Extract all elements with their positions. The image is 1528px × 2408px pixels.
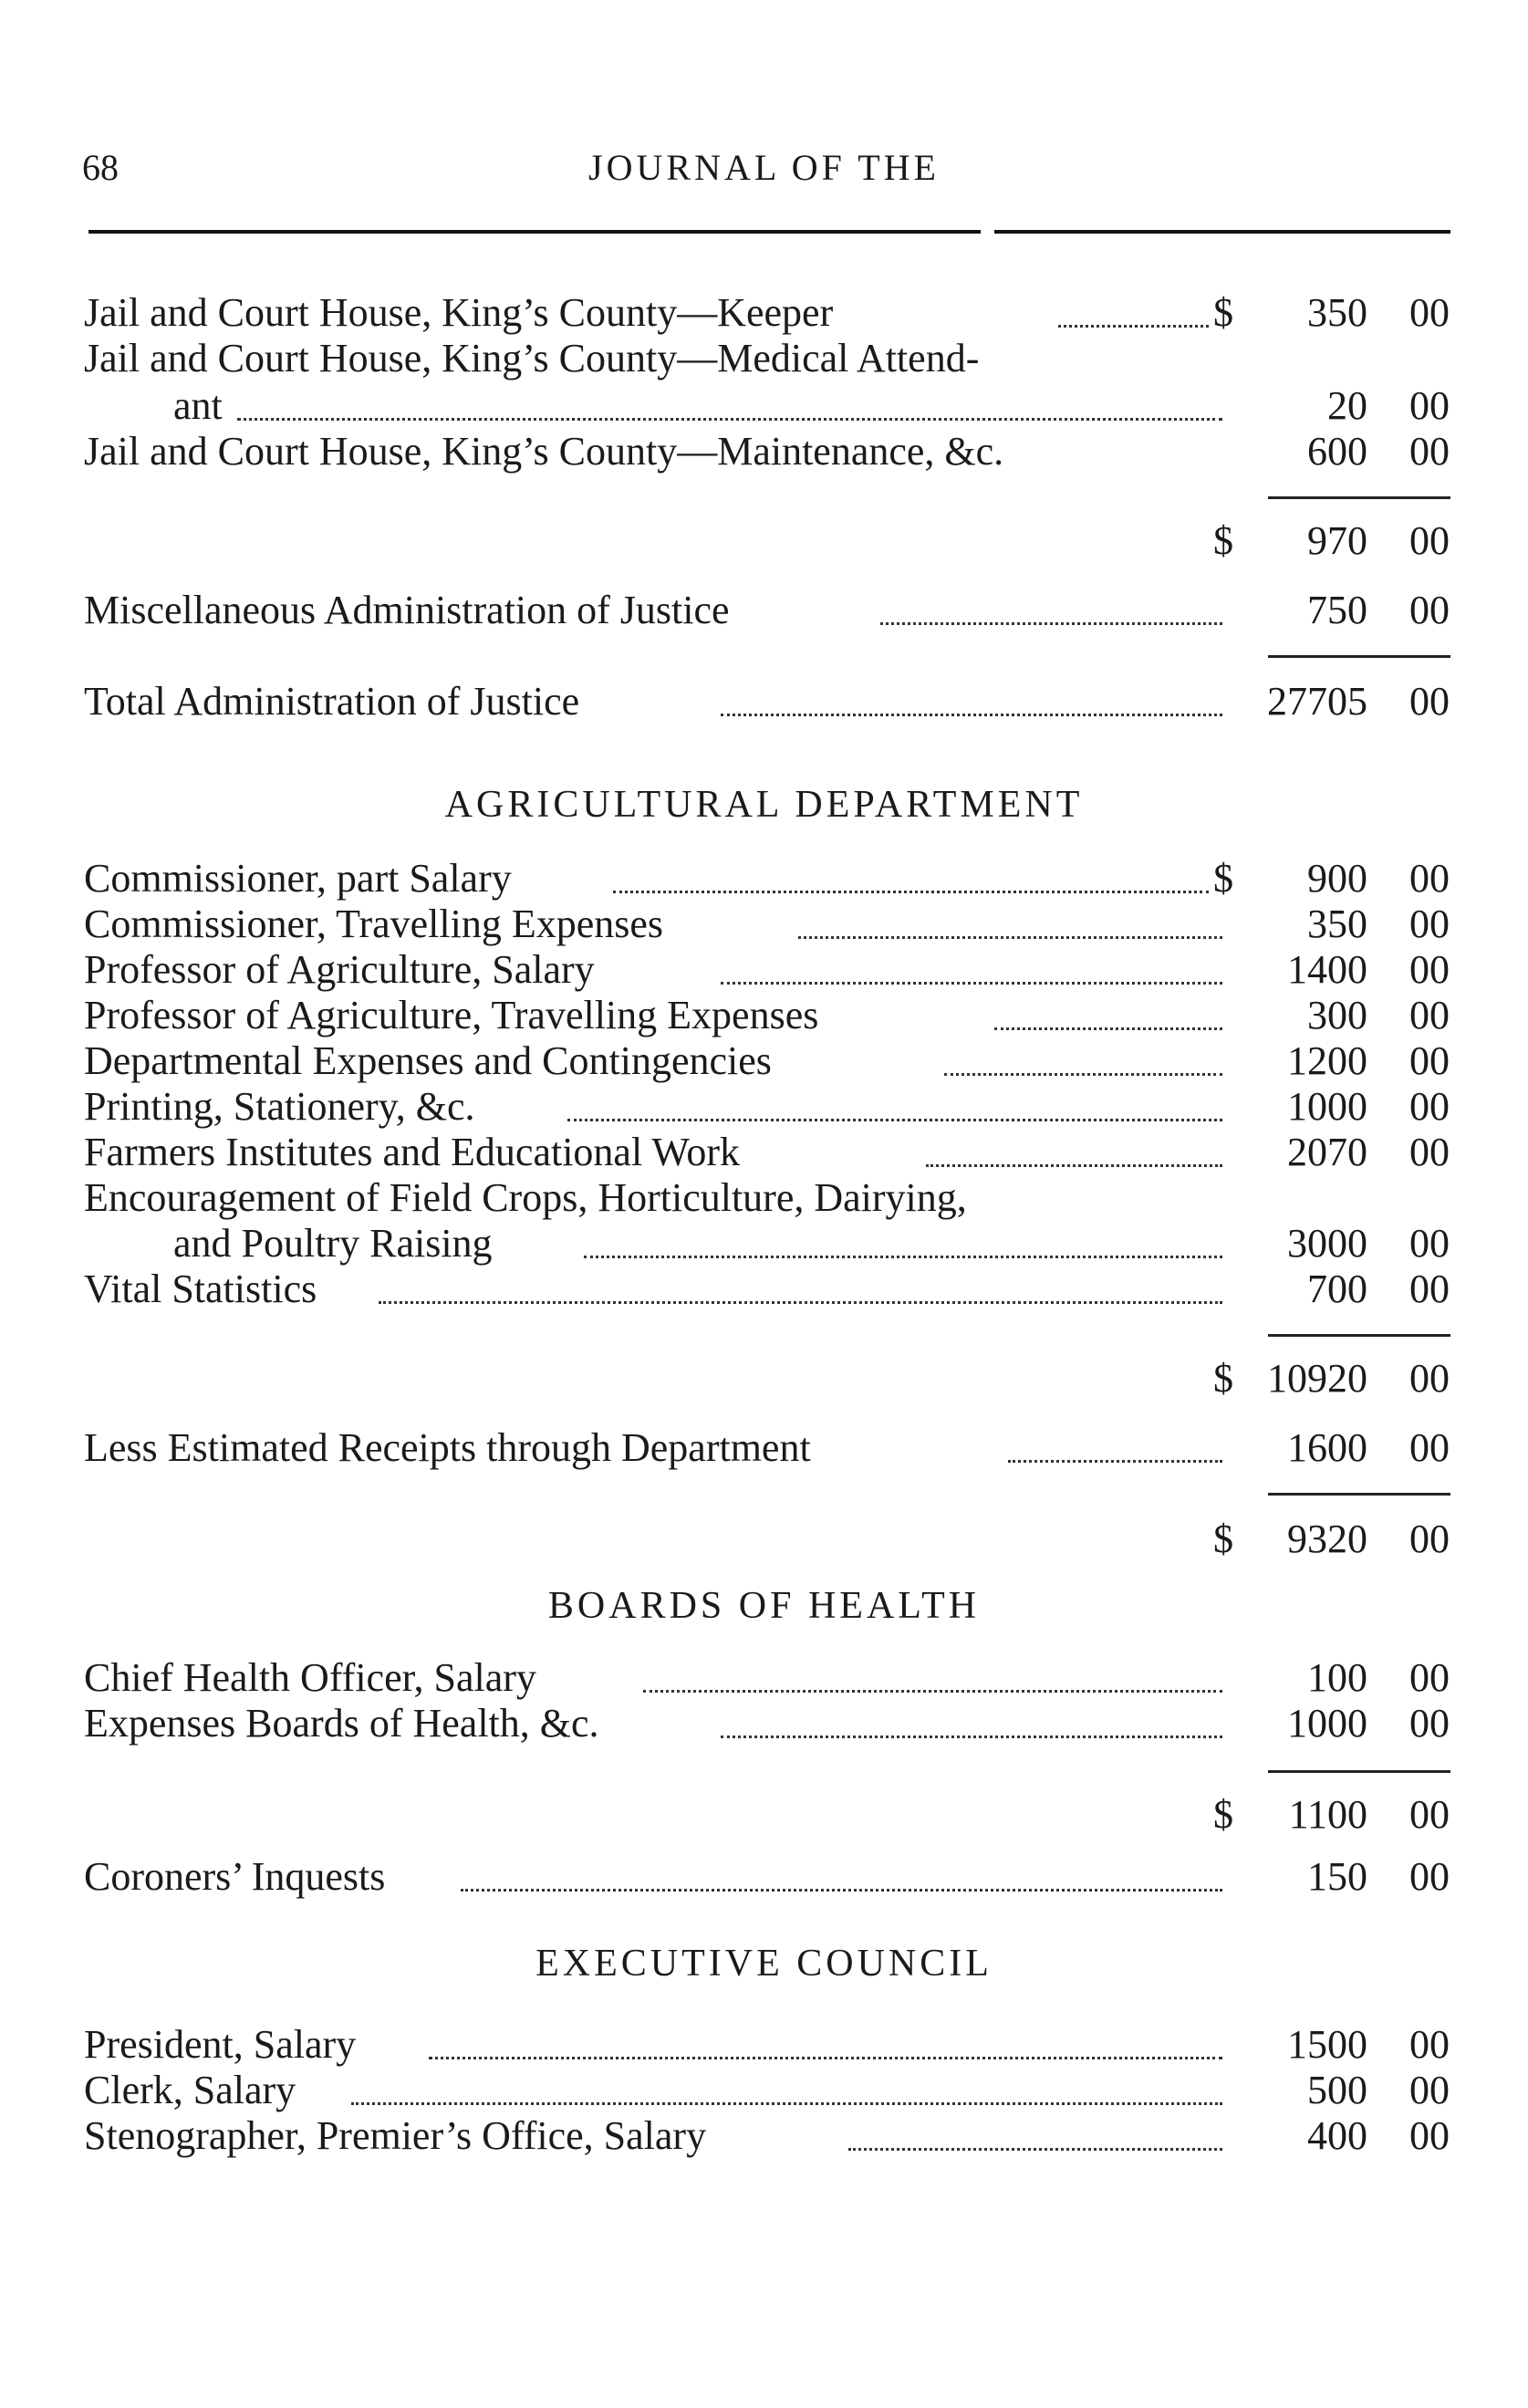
amount-dollars: 900 xyxy=(1307,856,1367,901)
amount-dollars: 1000 xyxy=(1287,1084,1367,1129)
net-row-agriculture xyxy=(0,1515,1528,1564)
item-label: Miscellaneous Administration of Justice xyxy=(84,588,730,632)
amount xyxy=(1231,586,1450,635)
header-rule-right xyxy=(994,230,1450,234)
amount-cents: 00 xyxy=(1409,1267,1450,1311)
amount-dollars: 600 xyxy=(1307,429,1367,474)
amount-dollars: 27705 xyxy=(1267,679,1367,724)
ledger-row-encouragement-line2 xyxy=(0,1219,1528,1268)
item-label-continued: ant xyxy=(173,383,223,428)
amount-cents: 00 xyxy=(1409,1854,1450,1899)
amount xyxy=(1231,2066,1450,2115)
amount-cents: 00 xyxy=(1409,383,1450,428)
total-rule xyxy=(1268,655,1450,658)
amount xyxy=(1231,945,1450,995)
amount-dollars: 100 xyxy=(1307,1655,1367,1700)
amount-cents: 00 xyxy=(1409,1792,1450,1837)
section-heading-agriculture: AGRICULTURAL DEPARTMENT xyxy=(444,784,1084,826)
amount-cents: 00 xyxy=(1409,429,1450,474)
amount-cents: 00 xyxy=(1409,518,1450,563)
amount xyxy=(1231,2111,1450,2161)
amount-dollars: 1200 xyxy=(1287,1038,1367,1083)
amount-cents: 00 xyxy=(1409,1130,1450,1174)
ledger-row-professor-travel xyxy=(0,991,1528,1040)
amount xyxy=(1231,1515,1450,1564)
amount-dollars: 1400 xyxy=(1287,947,1367,992)
ledger-row-stenographer-salary xyxy=(0,2111,1528,2161)
ledger-row-jail-medical-line1 xyxy=(0,334,1528,383)
subtotal-row-justice xyxy=(0,516,1528,566)
dot-leader xyxy=(461,1889,1222,1892)
amount-dollars: 400 xyxy=(1307,2113,1367,2158)
amount xyxy=(1231,381,1450,431)
page-number: 68 xyxy=(82,147,119,188)
amount xyxy=(1231,1699,1450,1748)
ledger-row-farmers-institutes xyxy=(0,1128,1528,1177)
amount xyxy=(1231,854,1450,903)
ledger-row-jail-medical-line2 xyxy=(0,381,1528,431)
amount xyxy=(1231,677,1450,726)
ledger-row-jail-maintenance xyxy=(0,427,1528,476)
amount xyxy=(1231,1852,1450,1902)
amount xyxy=(1231,427,1450,476)
item-label: Stenographer, Premier’s Office, Salary xyxy=(84,2113,707,2158)
amount-dollars: 1600 xyxy=(1287,1425,1367,1470)
dot-leader xyxy=(944,1073,1222,1076)
amount-cents: 00 xyxy=(1409,1425,1450,1470)
dot-leader xyxy=(994,1027,1222,1030)
amount xyxy=(1231,1653,1450,1703)
amount-cents: 00 xyxy=(1409,1356,1450,1401)
amount xyxy=(1231,1354,1450,1403)
item-label: Expenses Boards of Health, &c. xyxy=(84,1701,599,1746)
item-label: Professor of Agriculture, Salary xyxy=(84,947,595,992)
ledger-row-president-salary xyxy=(0,2020,1528,2069)
dot-leader xyxy=(1008,1460,1222,1463)
ledger-row-misc-justice xyxy=(0,586,1528,635)
item-label: Vital Statistics xyxy=(84,1267,317,1311)
amount-dollars: 500 xyxy=(1307,2068,1367,2112)
amount-dollars: 2070 xyxy=(1287,1130,1367,1174)
ledger-row-printing xyxy=(0,1082,1528,1131)
dot-leader xyxy=(613,891,1209,893)
journal-title: JOURNAL OF THE xyxy=(588,147,940,188)
dot-leader xyxy=(926,1164,1222,1167)
amount-cents: 00 xyxy=(1409,1038,1450,1083)
amount-cents: 00 xyxy=(1409,856,1450,901)
amount-cents: 00 xyxy=(1409,1517,1450,1561)
item-label: Commissioner, part Salary xyxy=(84,856,512,901)
amount xyxy=(1231,900,1450,949)
ledger-row-clerk-salary xyxy=(0,2066,1528,2115)
amount xyxy=(1231,1082,1450,1131)
running-head xyxy=(0,146,1528,201)
dot-leader xyxy=(721,982,1222,985)
dot-leader xyxy=(798,936,1222,939)
subtotal-row-agriculture xyxy=(0,1354,1528,1403)
amount-cents: 00 xyxy=(1409,2113,1450,2158)
dollar-sign: $ xyxy=(1213,518,1233,563)
amount xyxy=(1231,516,1450,566)
ledger-row-vital-statistics xyxy=(0,1265,1528,1314)
amount-cents: 00 xyxy=(1409,1221,1450,1266)
total-rule xyxy=(1268,1334,1450,1337)
item-label: Professor of Agriculture, Travelling Expenses xyxy=(84,993,819,1037)
total-rule xyxy=(1268,1493,1450,1496)
dot-leader xyxy=(584,1256,1222,1258)
amount-dollars: 3000 xyxy=(1287,1221,1367,1266)
ledger-row-chief-health-officer xyxy=(0,1653,1528,1703)
amount xyxy=(1231,1423,1450,1473)
ledger-row-commissioner-travel xyxy=(0,900,1528,949)
amount-cents: 00 xyxy=(1409,1084,1450,1129)
item-label-continued: and Poultry Raising xyxy=(173,1221,493,1266)
amount-dollars: 10920 xyxy=(1267,1356,1367,1401)
item-label: Commissioner, Travelling Expenses xyxy=(84,902,664,946)
item-label: Farmers Institutes and Educational Work xyxy=(84,1130,741,1174)
dollar-sign: $ xyxy=(1213,290,1233,335)
total-rule xyxy=(1268,496,1450,499)
dot-leader xyxy=(237,418,1222,421)
amount-dollars: 350 xyxy=(1307,290,1367,335)
amount-cents: 00 xyxy=(1409,588,1450,632)
subtotal-row-health xyxy=(0,1790,1528,1840)
dollar-sign: $ xyxy=(1213,1792,1233,1837)
section-heading-council: EXECUTIVE COUNCIL xyxy=(535,1943,993,1985)
item-label: Jail and Court House, King’s County—Keeper xyxy=(84,290,834,335)
dot-leader xyxy=(567,1119,1222,1121)
amount-cents: 00 xyxy=(1409,902,1450,946)
item-label: Total Administration of Justice xyxy=(84,679,580,724)
dot-leader xyxy=(379,1301,1222,1304)
ledger-row-commissioner-salary xyxy=(0,854,1528,903)
dollar-sign: $ xyxy=(1213,1517,1233,1561)
ledger-row-coroners-inquests xyxy=(0,1852,1528,1902)
amount xyxy=(1231,1128,1450,1177)
dollar-sign: $ xyxy=(1213,1356,1233,1401)
amount-dollars: 1500 xyxy=(1287,2022,1367,2067)
ledger-row-boards-of-health xyxy=(0,1699,1528,1748)
item-label: President, Salary xyxy=(84,2022,357,2067)
dollar-sign: $ xyxy=(1213,856,1233,901)
amount-cents: 00 xyxy=(1409,993,1450,1037)
header-rule-left xyxy=(88,230,981,234)
amount xyxy=(1231,288,1450,338)
dot-leader xyxy=(643,1690,1222,1693)
amount-cents: 00 xyxy=(1409,679,1450,724)
amount-cents: 00 xyxy=(1409,1701,1450,1746)
ledger-row-professor-salary xyxy=(0,945,1528,995)
amount-dollars: 150 xyxy=(1307,1854,1367,1899)
amount-dollars: 20 xyxy=(1327,383,1367,428)
section-heading-health: BOARDS OF HEALTH xyxy=(547,1585,981,1627)
amount xyxy=(1231,2020,1450,2069)
amount-dollars: 700 xyxy=(1307,1267,1367,1311)
item-label: Chief Health Officer, Salary xyxy=(84,1655,536,1700)
item-label: Jail and Court House, King’s County—Maintenance, &c. xyxy=(84,429,1004,474)
dot-leader xyxy=(351,2102,1222,2105)
amount-cents: 00 xyxy=(1409,290,1450,335)
item-label: Encouragement of Field Crops, Horticulture, Dairying, xyxy=(84,1175,967,1220)
item-label: Departmental Expenses and Contingencies xyxy=(84,1038,772,1083)
total-row-justice xyxy=(0,677,1528,726)
amount-cents: 00 xyxy=(1409,1655,1450,1700)
dot-leader xyxy=(1058,325,1209,328)
item-label: Coroners’ Inquests xyxy=(84,1854,386,1899)
amount-dollars: 1100 xyxy=(1288,1792,1367,1837)
amount xyxy=(1231,1265,1450,1314)
ledger-row-less-receipts xyxy=(0,1423,1528,1473)
dot-leader xyxy=(848,2148,1222,2151)
dot-leader xyxy=(721,714,1222,716)
amount-dollars: 750 xyxy=(1307,588,1367,632)
amount-dollars: 1000 xyxy=(1287,1701,1367,1746)
item-label: Less Estimated Receipts through Department xyxy=(84,1425,811,1470)
amount xyxy=(1231,1037,1450,1086)
amount-dollars: 300 xyxy=(1307,993,1367,1037)
dot-leader xyxy=(429,2057,1222,2059)
item-label: Printing, Stationery, &c. xyxy=(84,1084,475,1129)
item-label: Jail and Court House, King’s County—Medical Attend- xyxy=(84,336,980,380)
amount-cents: 00 xyxy=(1409,2022,1450,2067)
amount xyxy=(1231,1790,1450,1840)
amount-dollars: 9320 xyxy=(1287,1517,1367,1561)
ledger-row-encouragement-line1 xyxy=(0,1173,1528,1223)
dot-leader xyxy=(721,1736,1222,1738)
amount-cents: 00 xyxy=(1409,947,1450,992)
amount-dollars: 970 xyxy=(1307,518,1367,563)
dot-leader xyxy=(880,622,1222,625)
total-rule xyxy=(1268,1770,1450,1773)
item-label: Clerk, Salary xyxy=(84,2068,296,2112)
ledger-row-departmental-expenses xyxy=(0,1037,1528,1086)
amount-dollars: 350 xyxy=(1307,902,1367,946)
ledger-row-jail-keeper xyxy=(0,288,1528,338)
amount-cents: 00 xyxy=(1409,2068,1450,2112)
amount xyxy=(1231,1219,1450,1268)
amount xyxy=(1231,991,1450,1040)
